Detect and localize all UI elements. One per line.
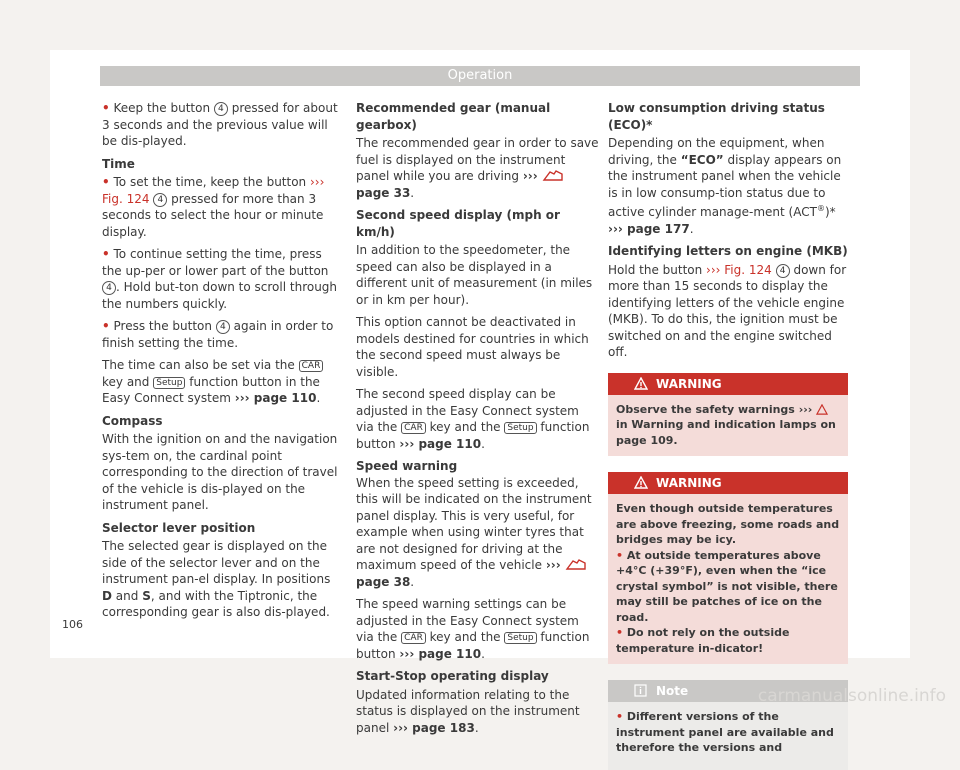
rec-gear-text: The recommended gear in order to save fuel is displayed on the instrument panel while you are driving ››› page 33.	[356, 136, 599, 200]
second-speed-adjust: The second speed display can be adjusted in the Easy Connect system via the CAR key and the Setup function button ››› page 110.	[356, 387, 590, 451]
start-stop-heading: Start-Stop operating display	[356, 669, 549, 683]
setup-key-icon: Setup	[504, 632, 536, 644]
setup-key-icon: Setup	[504, 422, 536, 434]
note-header: Note	[608, 680, 848, 702]
rec-gear-heading: Recommended gear (manual gearbox)	[356, 101, 551, 132]
fig-link[interactable]: ››› Fig. 124	[102, 175, 325, 206]
column-1	[102, 100, 338, 627]
eco-heading: Low consumption driving status (ECO)*	[608, 101, 825, 132]
car-key-icon: CAR	[401, 632, 426, 644]
page-link[interactable]: ››› page 110	[399, 436, 482, 451]
time-heading: Time	[102, 156, 135, 171]
start-stop-text: Updated information relating to the status is displayed on the instrument panel ››› page 183.	[356, 687, 580, 735]
page-link[interactable]: ››› page 38	[356, 558, 587, 589]
second-speed-heading: Second speed display (mph or km/h)	[356, 208, 560, 239]
bullet-icon: •	[102, 247, 110, 261]
time-easy-connect: The time can also be set via the CAR key and Setup function button in the Easy Connect system ››› page 110.	[102, 357, 338, 407]
car-key-icon: CAR	[401, 422, 426, 434]
bullet-finish-time: • Press the button 4 again in order to finish setting the time.	[102, 319, 334, 350]
button-4-icon: 4	[214, 102, 228, 116]
page-link[interactable]: ››› page 183	[393, 720, 475, 735]
selector-heading: Selector lever position	[102, 520, 256, 535]
mkb-heading: Identifying letters on engine (MKB)	[608, 244, 848, 258]
compass-heading: Compass	[102, 413, 163, 428]
section-title: Operation	[447, 68, 513, 83]
column-3	[608, 100, 848, 770]
bullet-continue-time: • To continue setting the time, press the up-per or lower part of the button 4 . Hold but-ton down to scroll through the numbers quickly.	[102, 247, 338, 311]
section-header	[100, 66, 860, 86]
watermark: carmanualsonline.info	[757, 686, 946, 706]
warning-header: WARNING	[608, 373, 848, 395]
bullet-set-time: • To set the time, keep the button ››› Fig. 124 4 pressed for more than 3 seconds to select the hour or minute display.	[102, 175, 325, 239]
warning-box-2	[608, 472, 848, 664]
page-link[interactable]: ››› page 33	[356, 169, 564, 200]
note-body: • Different versions of the instrument panel are available and therefore the versions and	[608, 702, 848, 770]
car-key-icon: CAR	[299, 360, 324, 372]
page-link[interactable]: ››› page 177	[608, 221, 690, 236]
fig-link[interactable]: ››› Fig. 124	[706, 262, 772, 277]
warning-header: WARNING	[608, 472, 848, 494]
speed-warning-heading: Speed warning	[356, 459, 458, 473]
bullet-keep-button: • Keep the button 4 pressed for about 3 seconds and the previous value will be dis-played.	[102, 101, 338, 148]
column-2	[356, 100, 600, 742]
button-4-icon: 4	[102, 281, 116, 295]
bullet-icon: •	[102, 101, 110, 115]
button-4-icon: 4	[776, 264, 790, 278]
speed-warning-text: When the speed setting is exceeded, this will be indicated on the instrument panel display. This is very useful, for example when using winter tyres that are not designed for driving at the maximum speed of the vehicle ››› page 38.	[356, 475, 592, 589]
book-icon	[542, 170, 564, 182]
speed-warning-adjust: The speed warning settings can be adjusted in the Easy Connect system via the CAR key and the Setup function button ››› page 110.	[356, 597, 590, 661]
compass-text: With the ignition on and the navigation sys-tem on, the cardinal point corresponding to the direction of travel of the vehicle is dis-played on the instrument panel.	[102, 432, 338, 512]
warning-box-1	[608, 373, 848, 457]
warning-body: Even though outside temperatures are above freezing, some roads and bridges may be icy. • At outside temperatures above +4°C (+39°F), even when the “ice crystal symbol” is not visible, there may still be patches of ice on the road. • Do not rely on the outside temperature in-dicator!	[608, 494, 848, 664]
warning-triangle-icon	[634, 476, 648, 489]
warning-triangle-icon	[634, 377, 648, 390]
button-4-icon: 4	[216, 320, 230, 334]
setup-key-icon: Setup	[153, 377, 185, 389]
mkb-text: Hold the button ››› Fig. 124 4 down for more than 15 seconds to display the identifying letters of the vehicle engine (MKB). To do this, the ignition must be switched on and the engine switched off.	[608, 262, 847, 359]
button-4-icon: 4	[153, 193, 167, 207]
warning-triangle-icon	[816, 404, 828, 415]
book-icon	[565, 559, 587, 571]
warning-body: Observe the safety warnings ››› in Warning and indication lamps on page 109.	[608, 395, 848, 457]
eco-text: Depending on the equipment, when driving, the “ECO” display appears on the instrument panel when the vehicle is in low consump-tion status due to active cylinder manage-ment (ACT®)* ››› page 177.	[608, 136, 842, 236]
second-speed-text: In addition to the speedometer, the speed can also be displayed in a different unit of measurement (in miles or in km per hour).	[356, 243, 593, 307]
page-link[interactable]: ››› page 110	[399, 646, 482, 661]
page-number: 106	[62, 618, 83, 631]
page-link[interactable]: ››› page 110	[234, 391, 317, 405]
selector-text: The selected gear is displayed on the side of the selector lever and on the instrument pan-el display. In positions D and S, and with the Tiptronic, the corresponding gear is also dis-played.	[102, 539, 331, 619]
bullet-icon: •	[102, 319, 110, 333]
bullet-icon: •	[102, 175, 110, 189]
second-speed-text-2: This option cannot be deactivated in models destined for countries in which the second speed must always be visible.	[356, 315, 589, 379]
